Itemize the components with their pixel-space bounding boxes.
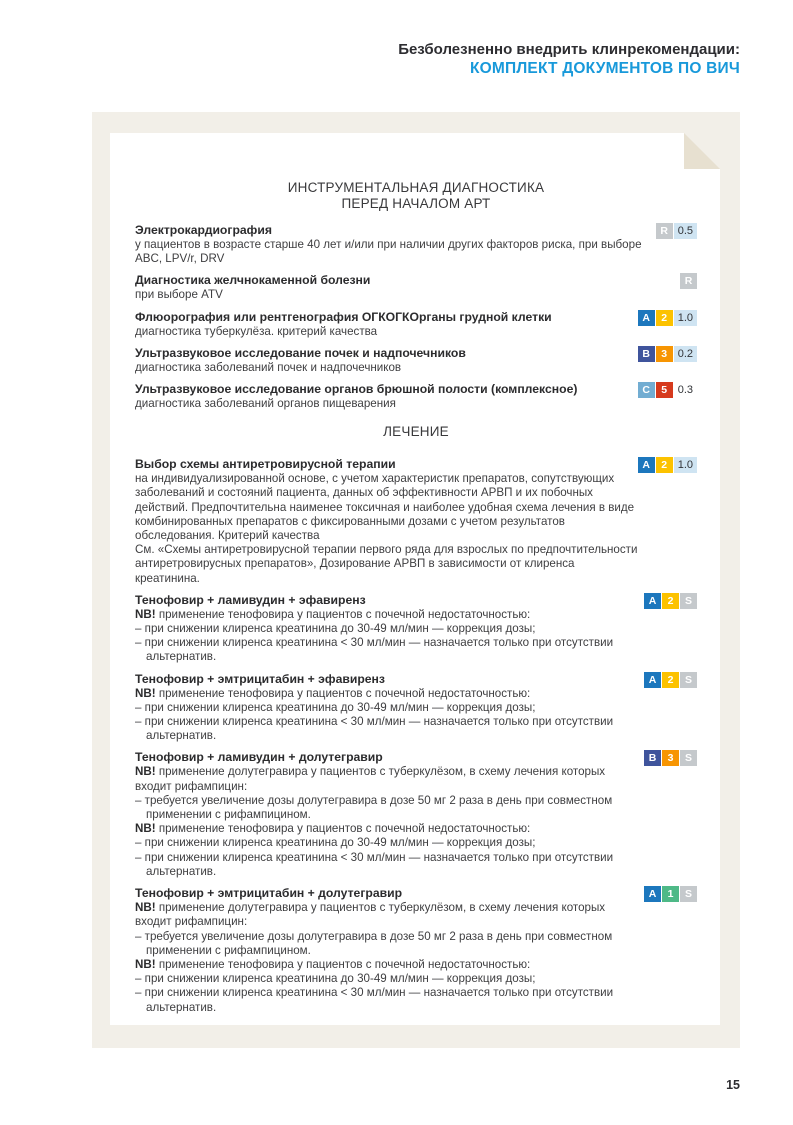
rating-badges — [644, 886, 697, 902]
item-body-line: – при снижении клиренса креатинина < 30 мл/мин — назначается только при отсутствии альтернатив. — [135, 636, 614, 664]
page-number: 15 — [726, 1078, 740, 1092]
item-body-line: NB! применение долутегравира у пациентов с туберкулёзом, в схему лечения которых входит рифампицин: — [135, 901, 606, 929]
item-title: Ультразвуковое исследование почек и надпочечников — [135, 345, 466, 360]
grade-badge-b: B — [644, 750, 661, 766]
rating-badges — [680, 273, 697, 289]
criterion-value: 0.2 — [674, 346, 697, 362]
item-text — [135, 456, 642, 586]
document-section — [135, 180, 697, 411]
rating-badges — [638, 310, 697, 326]
recommendation-item — [135, 749, 697, 879]
grade-badge-s: S — [680, 593, 697, 609]
grade-badge-a: A — [644, 672, 661, 688]
item-text — [135, 671, 642, 744]
grade-badge-r: R — [656, 223, 673, 239]
grade-badge-2: 2 — [656, 457, 673, 473]
item-title: Электрокардиография — [135, 223, 272, 237]
item-text — [135, 749, 642, 879]
rating-badges — [638, 382, 697, 398]
item-body-line: – при снижении клиренса креатинина до 30-49 мл/мин — коррекция дозы; — [135, 622, 536, 636]
grade-badge-2: 2 — [656, 310, 673, 326]
rating-badges — [656, 223, 697, 239]
section-title — [135, 424, 697, 440]
item-body-line: диагностика заболеваний органов пищеварения — [135, 397, 396, 411]
rating-badges — [644, 672, 697, 688]
item-body-line: при выборе ATV — [135, 288, 223, 302]
item-body-line: – при снижении клиренса креатинина до 30-49 мл/мин — коррекция дозы; — [135, 700, 536, 714]
grade-badge-b: B — [638, 346, 655, 362]
item-body-line: у пациентов в возрасте старше 40 лет и/или при наличии других факторов риска, при выборе ABC, LPV/r, DRV — [135, 238, 642, 266]
grade-badge-s: S — [680, 886, 697, 902]
grade-badge-5: 5 — [656, 382, 673, 398]
grade-badge-3: 3 — [656, 346, 673, 362]
criterion-value: 0.3 — [677, 384, 693, 397]
item-body-line: на индивидуализированной основе, с учетом характеристик препаратов, сопутствующих заболеваний и состояний пациента, данных об эффективности АРВП и их побочных действий. Предпочтительна наименее токсичная и наиболее удобная схема лечения в виде комбинированных препаратов с фиксированными дозами с учетом результатов обследования. Критерий качества — [135, 472, 635, 543]
item-title: Выбор схемы антиретровирусной терапии — [135, 457, 396, 472]
grade-badge-a: A — [644, 593, 661, 609]
item-body-line: – требуется увеличение дозы долутегравира в дозе 50 мг 2 раза в день при совместном применении с рифампицином. — [135, 793, 613, 822]
item-title: Тенофовир + эмтрицитабин + эфавиренз — [135, 671, 385, 686]
recommendation-item — [135, 272, 697, 302]
item-text — [135, 309, 642, 339]
rating-badges — [638, 346, 697, 362]
item-text — [135, 885, 642, 1015]
running-head — [398, 40, 740, 78]
item-title: Флюорография или рентгенография ОГКОГКОрганы грудной клетки — [135, 309, 552, 324]
rating-badges — [638, 457, 697, 473]
section-title-line: ИНСТРУМЕНТАЛЬНАЯ ДИАГНОСТИКА — [287, 180, 545, 195]
item-title: Тенофовир + ламивудин + долутегравир — [135, 750, 383, 765]
rating-badges — [644, 593, 697, 609]
grade-badge-a: A — [638, 457, 655, 473]
item-text — [135, 345, 642, 375]
item-body-line: См. «Схемы антиретровирусной терапии первого ряда для взрослых по предпочтительности антиретровирусных препаратов», Дозирование АРВП в зависимости от клиренса креатинина. — [135, 543, 638, 585]
item-title: Тенофовир + эмтрицитабин + долутегравир — [135, 886, 403, 901]
recommendation-item — [135, 222, 697, 266]
rating-badges — [644, 750, 697, 766]
item-text — [135, 272, 642, 302]
recommendation-item — [135, 885, 697, 1015]
item-title: Диагностика желчнокаменной болезни — [135, 273, 371, 288]
criterion-value: 1.0 — [674, 457, 697, 473]
item-body-line: диагностика туберкулёза. критерий качества — [135, 324, 378, 338]
beige-backdrop-panel — [92, 112, 740, 1048]
item-body-line: NB! применение тенофовира у пациентов с почечной недостаточностью: — [135, 607, 531, 621]
grade-badge-s: S — [680, 672, 697, 688]
item-body-line: диагностика заболеваний почек и надпочечников — [135, 360, 402, 374]
item-body-line: NB! применение тенофовира у пациентов с почечной недостаточностью: — [135, 686, 531, 700]
grade-badge-3: 3 — [662, 750, 679, 766]
item-body-line: – при снижении клиренса креатинина < 30 мл/мин — назначается только при отсутствии альтернатив. — [135, 986, 614, 1014]
document-sections — [135, 133, 697, 1021]
recommendation-item — [135, 381, 697, 411]
item-text — [135, 592, 642, 665]
grade-badge-1: 1 — [662, 886, 679, 902]
item-body-line: NB! применение долутегравира у пациентов с туберкулёзом, в схему лечения которых входит рифампицин: — [135, 765, 606, 793]
recommendation-item — [135, 671, 697, 744]
running-head-subtitle: КОМПЛЕКТ ДОКУМЕНТОВ ПО ВИЧ — [469, 60, 740, 77]
item-body-line: – при снижении клиренса креатинина до 30-49 мл/мин — коррекция дозы; — [135, 972, 536, 986]
running-head-title: Безболезненно внедрить клинрекомендации: — [398, 41, 740, 58]
recommendation-item — [135, 345, 697, 375]
grade-badge-s: S — [680, 750, 697, 766]
recommendation-item — [135, 456, 697, 586]
item-title: Тенофовир + ламивудин + эфавиренз — [135, 592, 366, 607]
section-title — [135, 180, 697, 212]
item-body-line: – при снижении клиренса креатинина < 30 мл/мин — назначается только при отсутствии альтернатив. — [135, 715, 614, 743]
grade-badge-c: C — [638, 382, 655, 398]
item-body-line: – при снижении клиренса креатинина < 30 мл/мин — назначается только при отсутствии альтернатив. — [135, 850, 614, 878]
criterion-value: 1.0 — [674, 310, 697, 326]
item-body-line: NB! применение тенофовира у пациентов с почечной недостаточностью: — [135, 822, 531, 836]
item-body-line: – при снижении клиренса креатинина до 30-49 мл/мин — коррекция дозы; — [135, 836, 536, 850]
item-title: Ультразвуковое исследование органов брюшной полости (комплексное) — [135, 382, 578, 397]
item-text — [135, 381, 642, 411]
item-body-line: – требуется увеличение дозы долутегравира в дозе 50 мг 2 раза в день при совместном применении с рифампицином. — [135, 929, 613, 957]
grade-badge-a: A — [638, 310, 655, 326]
document-sheet — [110, 133, 720, 1025]
grade-badge-r: R — [680, 273, 697, 289]
grade-badge-a: A — [644, 886, 661, 902]
criterion-value: 0.5 — [674, 223, 697, 239]
item-body-line: NB! применение тенофовира у пациентов с почечной недостаточностью: — [135, 957, 531, 971]
item-text — [135, 222, 642, 266]
document-section — [135, 424, 697, 1015]
recommendation-item — [135, 309, 697, 339]
grade-badge-2: 2 — [662, 672, 679, 688]
section-title-line: ПЕРЕД НАЧАЛОМ АРТ — [341, 196, 491, 211]
grade-badge-2: 2 — [662, 593, 679, 609]
recommendation-item — [135, 592, 697, 665]
section-title-line: ЛЕЧЕНИЕ — [383, 424, 449, 440]
